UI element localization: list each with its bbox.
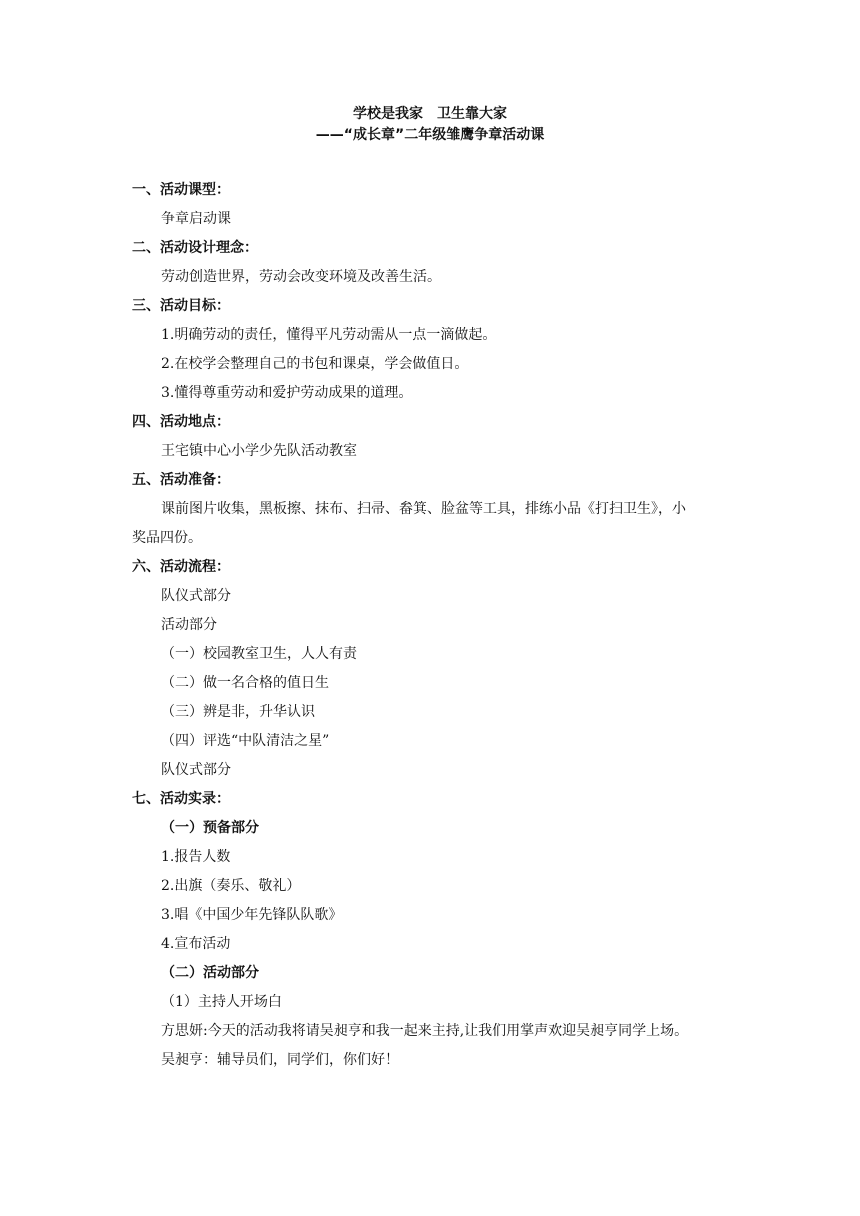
document-title: 学校是我家 卫生靠大家 (353, 106, 507, 122)
process-item: （四）评选“中队清洁之星” (161, 733, 330, 749)
goal-item: 2.在校学会整理自己的书包和课桌，学会做值日。 (161, 356, 469, 372)
section-heading-location: 四、活动地点： (132, 414, 230, 430)
preparation-line: 课前图片收集，黑板擦、抹布、扫帚、畚箕、脸盆等工具，排练小品《打扫卫生》，小 (161, 501, 686, 517)
process-item: 队仪式部分 (161, 762, 231, 778)
process-item: （一）校园教室卫生，人人有责 (161, 646, 357, 662)
process-item: （二）做一名合格的值日生 (161, 675, 329, 691)
section-heading-process: 六、活动流程： (132, 559, 230, 575)
section-heading-concept: 二、活动设计理念： (132, 240, 258, 256)
document-subtitle: ——“成长章”二年级雏鹰争章活动课 (315, 127, 545, 143)
record-step: 3.唱《中国少年先锋队队歌》 (161, 907, 343, 923)
section-body-type: 争章启动课 (161, 211, 231, 227)
section-body-location: 王宅镇中心小学少先队活动教室 (161, 443, 357, 459)
process-item: （三）辨是非，升华认识 (161, 704, 315, 720)
process-item: 活动部分 (161, 617, 217, 633)
process-item: 队仪式部分 (161, 588, 231, 604)
dialogue-line: 方思妍:今天的活动我将请吴昶亨和我一起来主持,让我们用掌声欢迎吴昶亨同学上场。 (161, 1023, 689, 1039)
record-part-heading: （一）预备部分 (161, 820, 259, 836)
record-step: 2.出旗（奏乐、敬礼） (161, 878, 301, 894)
section-heading-preparation: 五、活动准备： (132, 472, 230, 488)
record-step: 4.宣布活动 (161, 936, 231, 952)
goal-item: 3.懂得尊重劳动和爱护劳动成果的道理。 (161, 385, 413, 401)
record-step: 1.报告人数 (161, 849, 231, 865)
section-heading-record: 七、活动实录： (132, 791, 230, 807)
dialogue-line: 吴昶亨：辅导员们，同学们，你们好！ (161, 1052, 399, 1068)
section-heading-type: 一、活动课型： (132, 182, 230, 198)
section-body-concept: 劳动创造世界，劳动会改变环境及改善生活。 (161, 269, 441, 285)
goal-item: 1.明确劳动的责任，懂得平凡劳动需从一点一滴做起。 (161, 327, 497, 343)
preparation-line: 奖品四份。 (132, 530, 202, 546)
section-heading-goals: 三、活动目标： (132, 298, 230, 314)
record-part-heading: （二）活动部分 (161, 965, 259, 981)
record-subheading: （1）主持人开场白 (161, 994, 282, 1010)
